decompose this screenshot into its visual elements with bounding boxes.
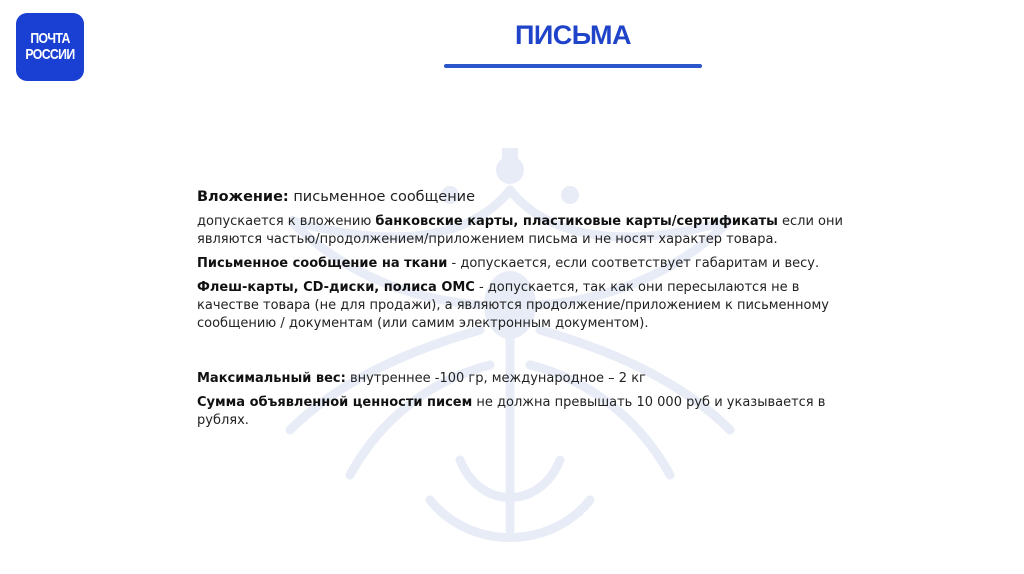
allowed-text-2: если они являются частью/продолжением/приложением письма и не носят характер товара. xyxy=(197,214,843,247)
flash-paragraph xyxy=(197,279,857,333)
content-body xyxy=(197,186,857,436)
flash-text: - допускается, так как они пересылаются не в качестве товара (не для продажи), а являются продолжение/приложением к письменному сообщению / документам (или самим электронным документом). xyxy=(197,280,829,331)
weight-bold: Максимальный вес: xyxy=(197,371,346,386)
logo-line-2: РОССИИ xyxy=(25,46,75,63)
value-bold: Сумма объявленной ценности писем xyxy=(197,395,473,410)
fabric-text: - допускается, если соответствует габаритам и весу. xyxy=(447,256,820,271)
allowed-text-1: допускается к вложению xyxy=(197,214,376,229)
weight-paragraph xyxy=(197,370,857,388)
flash-bold: Флеш-карты, CD-диски, полиса ОМС xyxy=(197,280,475,295)
fabric-paragraph xyxy=(197,255,857,273)
allowed-bold: банковские карты, пластиковые карты/сертификаты xyxy=(375,214,778,229)
fabric-bold: Письменное сообщение на ткани xyxy=(197,256,448,271)
attachment-label: Вложение: xyxy=(197,189,289,205)
page-title: ПИСЬМА xyxy=(514,20,632,50)
pochta-rossii-logo xyxy=(16,13,84,81)
value-text: не должна превышать 10 000 руб и указывается в рублях. xyxy=(197,395,826,428)
attachment-line xyxy=(197,186,857,208)
spacer xyxy=(197,339,857,370)
allowed-paragraph xyxy=(197,213,857,249)
weight-text: внутреннее -100 гр, международное – 2 кг xyxy=(345,371,646,386)
logo-line-1: ПОЧТА xyxy=(30,30,70,47)
value-paragraph xyxy=(197,394,857,430)
title-underline xyxy=(444,64,702,68)
attachment-text: письменное сообщение xyxy=(288,189,476,205)
